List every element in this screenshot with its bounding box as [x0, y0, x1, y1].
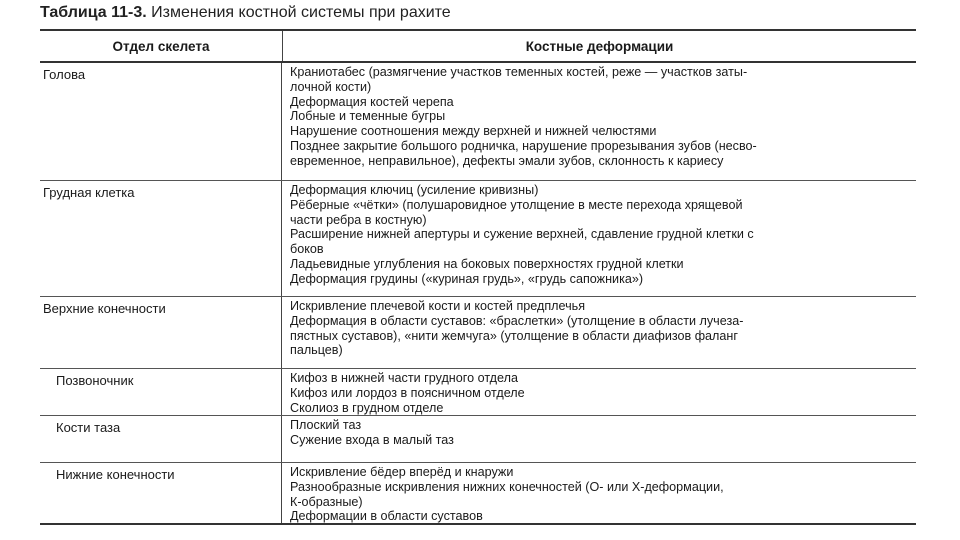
- deformation-line: К-образные): [290, 494, 363, 509]
- table-number: Таблица 11-3.: [40, 4, 147, 21]
- deformation-line: Деформация грудины («куриная грудь», «грудь сапожника»): [290, 271, 644, 286]
- deformation-line: пальцев): [290, 343, 343, 358]
- deformation-line: Нарушение соотношения между верхней и нижней челюстями: [290, 124, 657, 139]
- deformation-line: Кифоз в нижней части грудного отдела: [290, 371, 518, 385]
- deformation-line: евременное, неправильное), дефекты эмали зубов, склонность к кариесу: [290, 153, 724, 168]
- deformation-line: Разнообразные искривления нижних конечностей (О- или Х-деформации,: [290, 479, 724, 494]
- deformation-line: Плоский таз: [290, 418, 362, 432]
- deformation-line: Деформация ключиц (усиление кривизны): [290, 183, 539, 197]
- deformation-line: Ладьевидные углубления на боковых поверхностях грудной клетки: [290, 256, 684, 271]
- deformations-cell: [282, 463, 916, 523]
- deformation-line: боков: [290, 242, 324, 257]
- header-deformations: Костные деформации: [525, 38, 674, 54]
- section-cell: Нижние конечности: [40, 463, 282, 523]
- deformation-line: Кифоз или лордоз в поясничном отделе: [290, 385, 525, 400]
- deformation-line: Рёберные «чётки» (полушаровидное утолщение в месте перехода хрящевой: [290, 197, 743, 212]
- table-header-row: [40, 31, 916, 63]
- section-cell: Кости таза: [40, 416, 282, 462]
- deformation-line: Сколиоз в грудном отделе: [290, 400, 444, 415]
- deformation-line: Краниотабес (размягчение участков теменных костей, реже — участков заты-: [290, 65, 748, 79]
- table-row: [40, 416, 916, 463]
- table-row: [40, 63, 916, 181]
- table-row: [40, 297, 916, 369]
- deformation-line: Деформация в области суставов: «браслетки» (утолщение в области лучеза-: [290, 313, 744, 328]
- deformation-line: Деформация костей черепа: [290, 94, 454, 109]
- section-cell: Верхние конечности: [40, 297, 282, 368]
- deformation-line: лочной кости): [290, 79, 372, 94]
- section-cell: Грудная клетка: [40, 181, 282, 296]
- deformations-cell: [282, 63, 916, 180]
- table-body: [40, 63, 916, 525]
- deformation-line: Лобные и теменные бугры: [290, 109, 446, 124]
- table-row: [40, 181, 916, 297]
- deformation-line: Сужение входа в малый таз: [290, 432, 454, 447]
- deformations-cell: [282, 181, 916, 296]
- header-section: Отдел скелета: [40, 31, 283, 61]
- deformation-line: Искривление бёдер вперёд и кнаружи: [290, 465, 514, 479]
- deformations-cell: [282, 416, 916, 462]
- table-caption: [40, 4, 451, 22]
- deformations-cell: [282, 369, 916, 415]
- section-cell: Голова: [40, 63, 282, 180]
- deformations-cell: [282, 297, 916, 368]
- section-cell: Позвоночник: [40, 369, 282, 415]
- deformation-line: Расширение нижней апертуры и сужение верхней, сдавление грудной клетки с: [290, 227, 754, 242]
- table-title: Изменения костной системы при рахите: [151, 4, 451, 21]
- table-row: [40, 463, 916, 525]
- deformation-line: Искривление плечевой кости и костей предплечья: [290, 299, 586, 313]
- bone-deformation-table: [40, 29, 916, 525]
- deformation-line: части ребра в костную): [290, 212, 427, 227]
- deformation-line: пястных суставов), «нити жемчуга» (утолщение в области диафизов фаланг: [290, 328, 738, 343]
- deformation-line: Позднее закрытие большого родничка, нарушение прорезывания зубов (несво-: [290, 138, 757, 153]
- deformation-line: Деформации в области суставов: [290, 509, 483, 524]
- table-row: [40, 369, 916, 416]
